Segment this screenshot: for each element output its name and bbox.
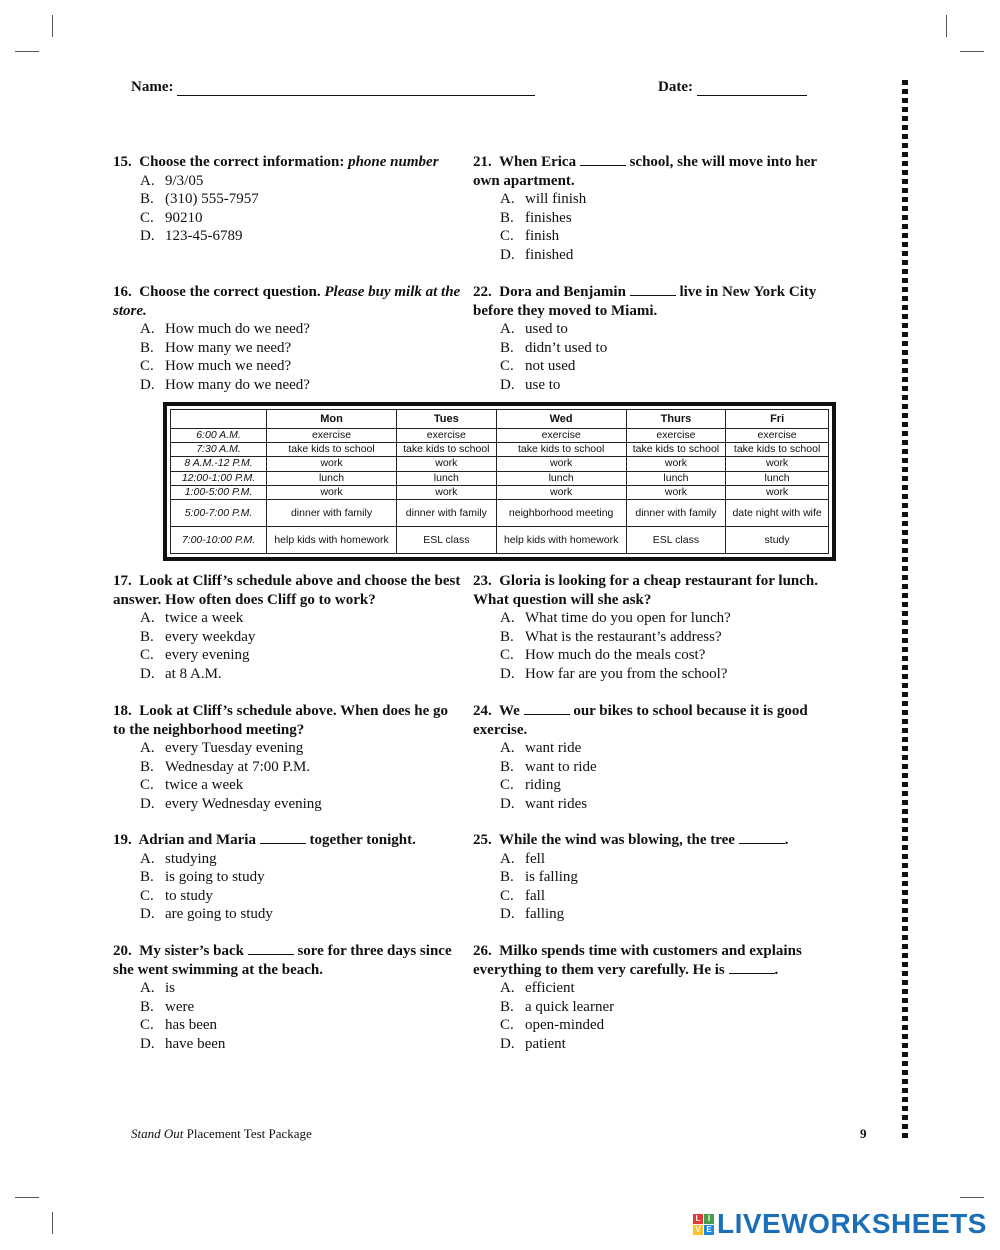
option[interactable]: A. How much do we need?	[140, 321, 310, 337]
option[interactable]: B. is going to study	[140, 869, 265, 885]
perforation-line	[902, 80, 908, 1140]
option[interactable]: C. How much do the meals cost?	[500, 647, 706, 663]
option[interactable]: A. studying	[140, 850, 217, 867]
option[interactable]: D. use to	[500, 376, 561, 393]
option[interactable]: D. at 8 A.M.	[140, 665, 222, 682]
option[interactable]: A. every Tuesday evening	[140, 740, 304, 756]
date-label: Date:	[658, 79, 693, 95]
option[interactable]: D. How far are you from the school?	[500, 665, 728, 682]
option[interactable]: A. want ride	[500, 740, 582, 756]
brand-name: LIVEWORKSHEETS	[717, 1208, 987, 1239]
option[interactable]: D. How many do we need?	[140, 376, 310, 393]
options-list	[473, 609, 843, 683]
option[interactable]: A. is	[140, 980, 176, 996]
name-blank[interactable]	[177, 81, 535, 96]
question-25: 25. While the wind was blowing, the tree . A. fell B. is falling C. fall D. falling	[473, 831, 843, 924]
option[interactable]: D. want rides	[500, 795, 588, 812]
liveworksheets-logo[interactable]	[693, 1208, 987, 1240]
question-18: 18. Look at Cliff’s schedule above. When does he go to the neighborhood meeting? A. every Tuesday evening B. Wednesday at 7:00 P.M. C. twice a week D. every Wednesday evening	[113, 702, 463, 813]
options-list	[113, 172, 463, 246]
question-19: 19. Adrian and Maria together tonight. A. studying B. is going to study C. to study D. are going to study	[113, 831, 463, 924]
option[interactable]: C. How much we need?	[140, 358, 292, 374]
answer-blank[interactable]	[260, 831, 306, 844]
date-field[interactable]	[658, 79, 807, 96]
options-list	[113, 739, 463, 813]
answer-blank[interactable]	[729, 961, 775, 974]
option[interactable]: C. riding	[500, 777, 561, 793]
table-row: 8 A.M.-12 P.M. work work work work work	[171, 457, 829, 471]
crop-mark	[52, 15, 53, 37]
option[interactable]: B. a quick learner	[500, 998, 615, 1015]
options-list	[473, 739, 843, 813]
options-list	[113, 609, 463, 683]
footer-title: Stand Out Placement Test Package	[131, 1126, 312, 1141]
answer-blank[interactable]	[248, 942, 294, 955]
option[interactable]: C. not used	[500, 358, 576, 374]
table-row: 12:00-1:00 P.M. lunch lunch lunch lunch lunch	[171, 471, 829, 485]
question-21: 21. When Erica school, she will move into her own apartment. A. will finish B. finishes C. finish D. finished	[473, 153, 843, 264]
option[interactable]: A. used to	[500, 321, 568, 337]
option[interactable]: D. are going to study	[140, 906, 273, 922]
options-list	[473, 190, 843, 264]
options-list	[113, 979, 463, 1053]
name-label: Name:	[131, 79, 174, 95]
question-26: 26. Milko spends time with customers and explains everything to them very carefully. He is . A. efficient B. a quick learner C. open-minded D. patient	[473, 942, 843, 1053]
option[interactable]: B. were	[140, 998, 195, 1015]
option[interactable]: A. efficient	[500, 980, 575, 996]
table-header-row: Mon Tues Wed Thurs Fri	[171, 410, 829, 429]
options-list	[113, 320, 463, 394]
option[interactable]: B. What is the restaurant’s address?	[500, 628, 722, 645]
option[interactable]: A. 9/3/05	[140, 172, 204, 189]
option[interactable]: D. 123-45-6789	[140, 228, 243, 244]
page-number: 9	[860, 1126, 867, 1141]
date-blank[interactable]	[697, 81, 807, 96]
answer-blank[interactable]	[739, 831, 785, 844]
table-row: 7:00-10:00 P.M. help kids with homework ESL class help kids with homework ESL class study	[171, 527, 829, 554]
name-field[interactable]	[131, 79, 535, 96]
option[interactable]: C. every evening	[140, 647, 250, 663]
question-16: 16. Choose the correct question. Please buy milk at the store. A. How much do we need? B. How many we need? C. How much we need? D. How many do we need?	[113, 283, 463, 394]
option[interactable]: C. 90210	[140, 209, 203, 226]
answer-blank[interactable]	[630, 283, 676, 296]
schedule-table	[163, 402, 836, 561]
option[interactable]: B. (310) 555-7957	[140, 191, 259, 207]
crop-mark	[946, 15, 947, 37]
option[interactable]: C. to study	[140, 887, 213, 904]
question-22: 22. Dora and Benjamin live in New York City before they moved to Miami. A. used to B. didn’t used to C. not used D. use to	[473, 283, 843, 394]
option[interactable]: B. is falling	[500, 869, 578, 885]
option[interactable]: B. want to ride	[500, 758, 597, 775]
options-list	[473, 979, 843, 1053]
options-list	[473, 320, 843, 394]
options-list	[473, 850, 843, 924]
option[interactable]: D. finished	[500, 246, 574, 263]
option[interactable]: C. finish	[500, 228, 560, 244]
options-list	[113, 850, 463, 924]
question-24: 24. We our bikes to school because it is good exercise. A. want ride B. want to ride C. riding D. want rides	[473, 702, 843, 813]
question-17: 17. Look at Cliff’s schedule above and choose the best answer. How often does Cliff go to work? A. twice a week B. every weekday C. every evening D. at 8 A.M.	[113, 572, 463, 683]
table-row: 5:00-7:00 P.M. dinner with family dinner with family neighborhood meeting dinner with family date night with wife	[171, 500, 829, 527]
table-row: 6:00 A.M. exercise exercise exercise exercise exercise	[171, 429, 829, 443]
option[interactable]: C. has been	[140, 1017, 218, 1033]
crop-mark	[960, 51, 984, 52]
option[interactable]: C. open-minded	[500, 1017, 605, 1033]
option[interactable]: A. What time do you open for lunch?	[500, 610, 731, 626]
question-23: 23. Gloria is looking for a cheap restaurant for lunch. What question will she ask? A. What time do you open for lunch? B. What is the restaurant’s address? C. How much do the meals cost? D. How far are you from the school?	[473, 572, 843, 683]
option[interactable]: A. will finish	[500, 191, 587, 207]
logo-icon: L I V E	[693, 1214, 714, 1235]
crop-mark	[960, 1197, 984, 1198]
answer-blank[interactable]	[524, 702, 570, 715]
table-row: 7:30 A.M. take kids to school take kids to school take kids to school take kids to school take kids to school	[171, 443, 829, 457]
option[interactable]: B. didn’t used to	[500, 339, 608, 356]
crop-mark	[15, 1197, 39, 1198]
answer-blank[interactable]	[580, 153, 626, 166]
option[interactable]: A. fell	[500, 850, 545, 867]
question-20: 20. My sister’s back sore for three days since she went swimming at the beach. A. is B. were C. has been D. have been	[113, 942, 463, 1053]
option[interactable]: A. twice a week	[140, 610, 244, 626]
option[interactable]: D. falling	[500, 906, 565, 922]
option[interactable]: C. fall	[500, 887, 545, 904]
crop-mark	[15, 51, 39, 52]
question-15: 15. Choose the correct information: phone number A. 9/3/05 B. (310) 555-7957 C. 90210 D. 123-45-6789	[113, 153, 463, 246]
crop-mark	[52, 1212, 53, 1234]
option[interactable]: D. patient	[500, 1035, 566, 1052]
table-row: 1:00-5:00 P.M. work work work work work	[171, 485, 829, 499]
option[interactable]: D. every Wednesday evening	[140, 795, 322, 812]
option[interactable]: B. How many we need?	[140, 339, 292, 356]
option[interactable]: D. have been	[140, 1035, 226, 1052]
option[interactable]: C. twice a week	[140, 777, 244, 793]
option[interactable]: B. every weekday	[140, 628, 256, 645]
option[interactable]: B. Wednesday at 7:00 P.M.	[140, 758, 311, 775]
option[interactable]: B. finishes	[500, 209, 572, 226]
